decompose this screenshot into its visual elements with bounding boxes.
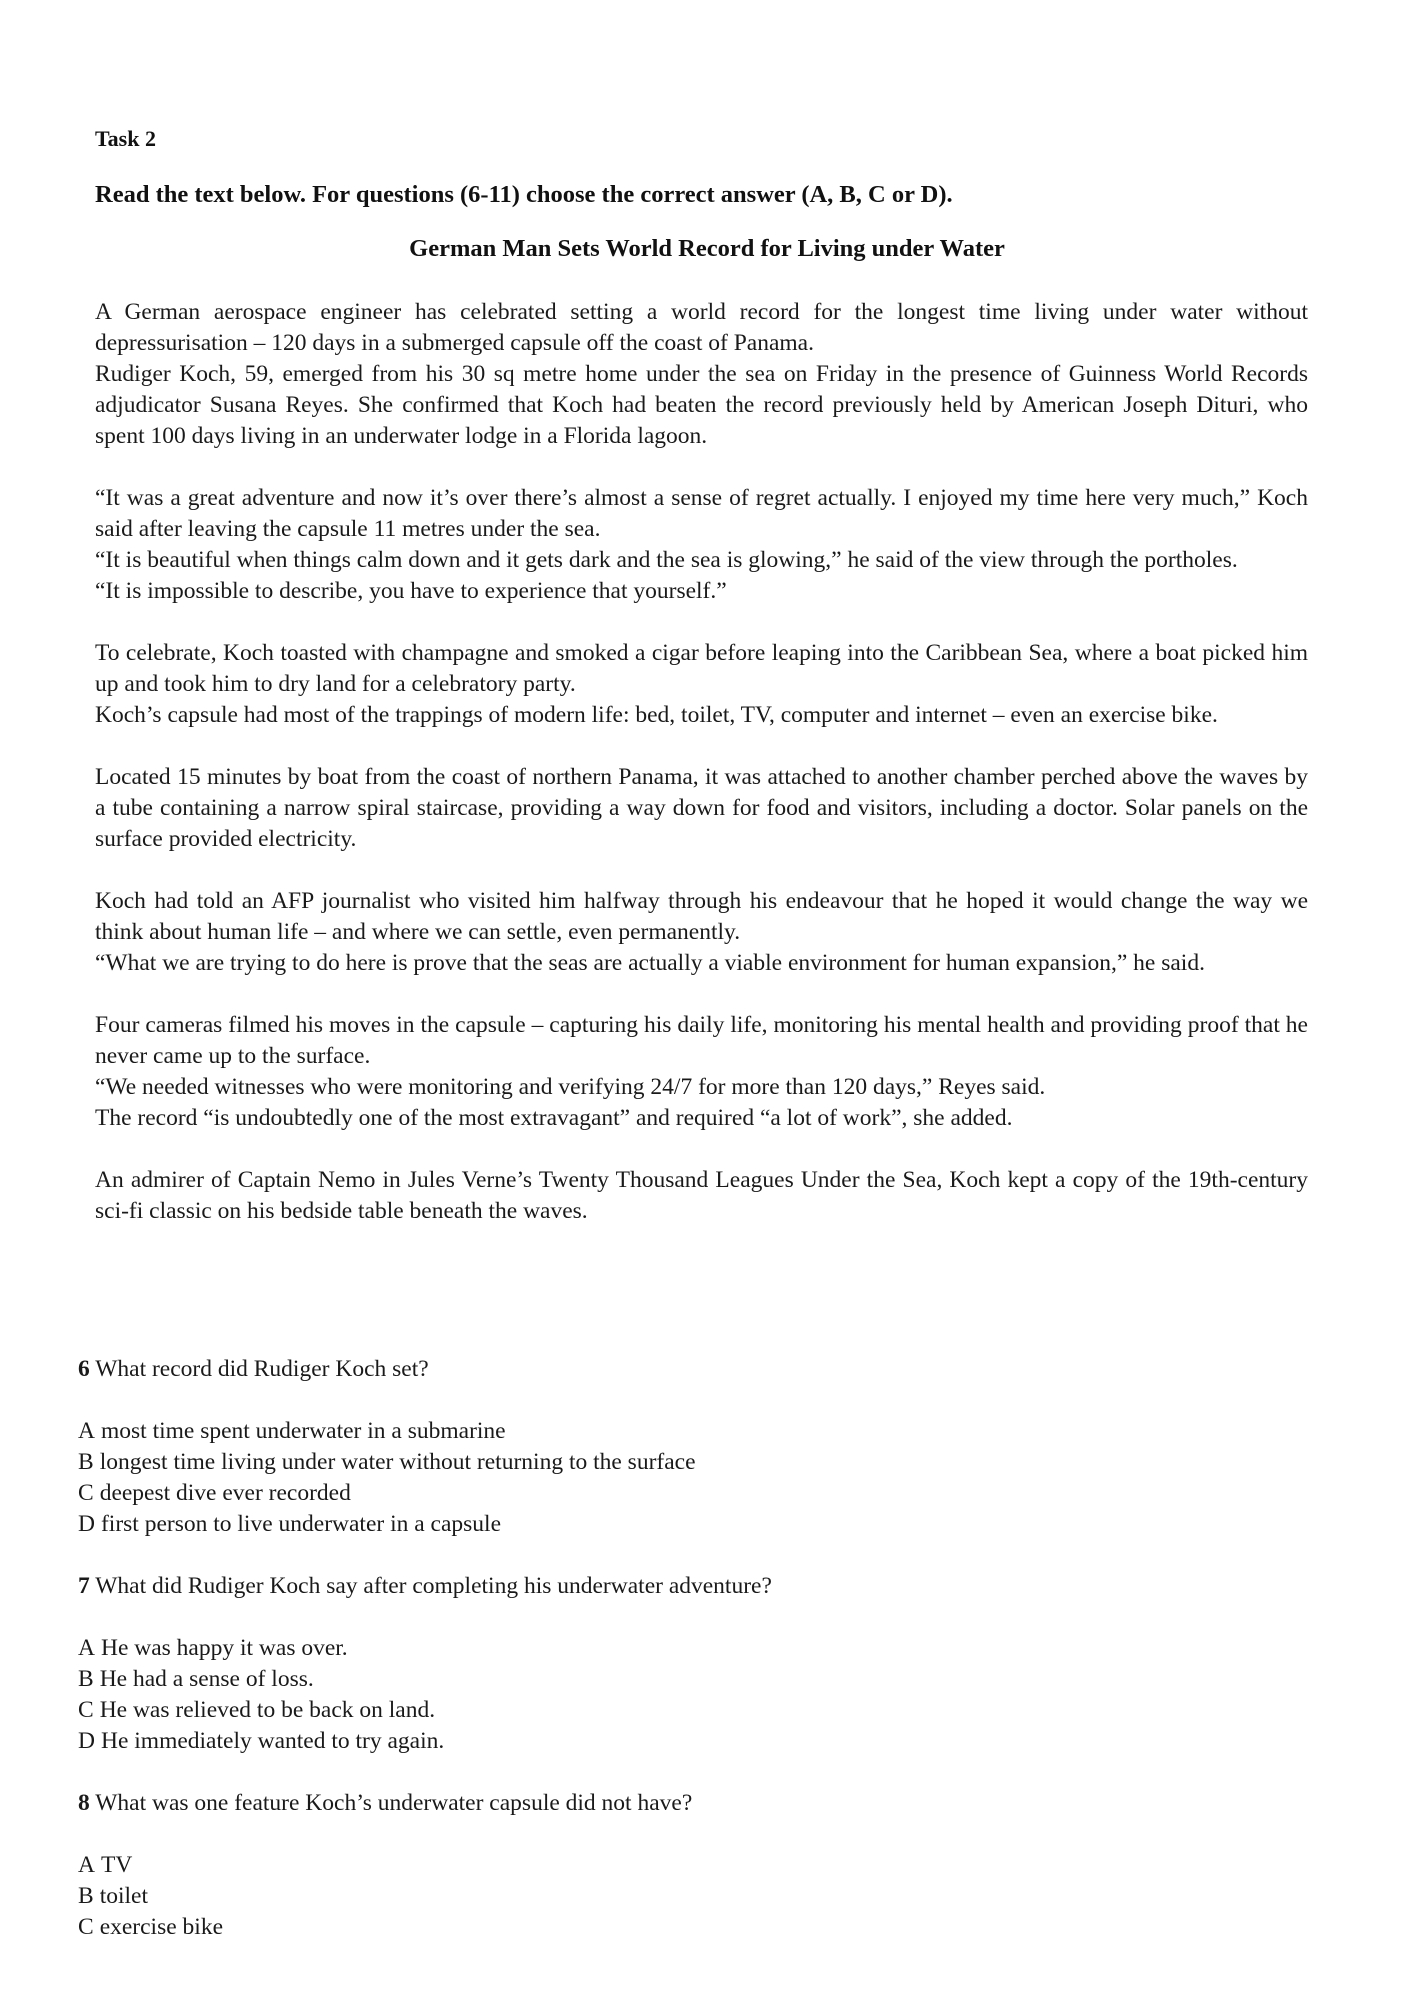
- article-paragraph: Four cameras filmed his moves in the capsule – capturing his daily life, monitoring his mental health and providing proof that he never came up to the surface.: [95, 1012, 1308, 1069]
- option-letter: A: [78, 1635, 95, 1661]
- option-text: He was happy it was over.: [100, 1635, 348, 1661]
- article-paragraph: To celebrate, Koch toasted with champagne and smoked a cigar before leaping into the Caribbean Sea, where a boat picked him up and took him to dry land for a celebratory party.: [95, 640, 1308, 697]
- answer-option: [78, 1664, 1308, 1695]
- article-paragraph: Koch’s capsule had most of the trappings of modern life: bed, toilet, TV, computer and internet – even an exercise bike.: [95, 702, 1218, 728]
- option-letter: B: [78, 1883, 94, 1909]
- option-letter: C: [78, 1914, 94, 1940]
- answer-option: [78, 1416, 1308, 1447]
- answer-option: [78, 1447, 1308, 1478]
- question-text: What was one feature Koch’s underwater capsule did not have?: [95, 1790, 693, 1816]
- option-letter: D: [78, 1728, 95, 1754]
- instruction-text: Read the text below. For questions (6-11) choose the correct answer (A, B, C or D).: [95, 181, 953, 208]
- option-text: toilet: [99, 1883, 148, 1909]
- article-paragraph: The record “is undoubtedly one of the most extravagant” and required “a lot of work”, she added.: [95, 1105, 1013, 1131]
- answer-option: [78, 1881, 1308, 1912]
- answer-option: [78, 1695, 1308, 1726]
- task-label: Task 2: [95, 126, 156, 151]
- questions-section: [78, 1354, 1308, 1943]
- answer-option: [78, 1509, 1308, 1540]
- article-paragraph: Located 15 minutes by boat from the coast of northern Panama, it was attached to another chamber perched above the waves by a tube containing a narrow spiral staircase, providing a way down for food and visitors, including a doctor. Solar panels on the surface provided electricity.: [95, 764, 1308, 852]
- option-text: He had a sense of loss.: [99, 1666, 314, 1692]
- article-body: [95, 297, 1308, 1227]
- answer-option: [78, 1478, 1308, 1509]
- question-stem: [78, 1571, 1308, 1602]
- option-text: longest time living under water without returning to the surface: [99, 1449, 696, 1475]
- option-letter: B: [78, 1666, 94, 1692]
- option-text: exercise bike: [99, 1914, 223, 1940]
- article-paragraph: “We needed witnesses who were monitoring and verifying 24/7 for more than 120 days,” Reyes said.: [95, 1074, 1046, 1100]
- answer-option: [78, 1850, 1308, 1881]
- option-text: deepest dive ever recorded: [99, 1480, 351, 1506]
- article-paragraph: An admirer of Captain Nemo in Jules Verne’s Twenty Thousand Leagues Under the Sea, Koch kept a copy of the 19th-century sci-fi classic on his bedside table beneath the waves.: [95, 1167, 1308, 1224]
- question-text: What did Rudiger Koch say after completing his underwater adventure?: [95, 1573, 772, 1599]
- answer-option: [78, 1633, 1308, 1664]
- question-number: 7: [78, 1573, 90, 1599]
- option-text: He was relieved to be back on land.: [99, 1697, 436, 1723]
- article-paragraph: Koch had told an AFP journalist who visited him halfway through his endeavour that he hoped it would change the way we think about human life – and where we can settle, even permanently.: [95, 888, 1308, 945]
- option-letter: C: [78, 1697, 94, 1723]
- question-number: 8: [78, 1790, 90, 1816]
- option-text: TV: [100, 1852, 133, 1878]
- option-text: most time spent underwater in a submarine: [100, 1418, 506, 1444]
- option-letter: B: [78, 1449, 94, 1475]
- article-paragraph: “It is beautiful when things calm down and it gets dark and the sea is glowing,” he said of the view through the portholes.: [95, 547, 1238, 573]
- option-letter: D: [78, 1511, 95, 1537]
- question-number: 6: [78, 1356, 90, 1382]
- question-text: What record did Rudiger Koch set?: [95, 1356, 429, 1382]
- article-paragraph: “It was a great adventure and now it’s over there’s almost a sense of regret actually. I enjoyed my time here very much,” Koch said after leaving the capsule 11 metres under the sea.: [95, 485, 1308, 542]
- article-paragraph: “What we are trying to do here is prove that the seas are actually a viable environment for human expansion,” he said.: [95, 950, 1205, 976]
- question-stem: [78, 1788, 1308, 1819]
- question-stem: [78, 1354, 1308, 1385]
- answer-option: [78, 1912, 1308, 1943]
- article-paragraph: “It is impossible to describe, you have to experience that yourself.”: [95, 578, 727, 604]
- option-letter: A: [78, 1418, 95, 1444]
- option-text: first person to live underwater in a capsule: [100, 1511, 502, 1537]
- option-letter: A: [78, 1852, 95, 1878]
- article-paragraph: Rudiger Koch, 59, emerged from his 30 sq metre home under the sea on Friday in the presence of Guinness World Records adjudicator Susana Reyes. She confirmed that Koch had beaten the record previously held by American Joseph Dituri, who spent 100 days living in an underwater lodge in a Florida lagoon.: [95, 361, 1308, 449]
- article-paragraph: A German aerospace engineer has celebrated setting a world record for the longest time living under water without depressurisation – 120 days in a submerged capsule off the coast of Panama.: [95, 299, 1308, 356]
- option-letter: C: [78, 1480, 94, 1506]
- answer-option: [78, 1726, 1308, 1757]
- article-title: German Man Sets World Record for Living under Water: [409, 235, 1005, 262]
- option-text: He immediately wanted to try again.: [100, 1728, 445, 1754]
